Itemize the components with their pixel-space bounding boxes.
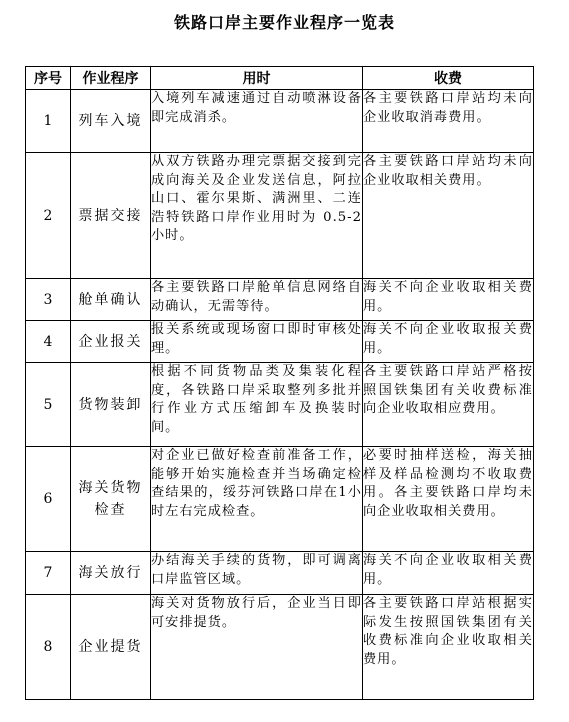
row-fee: 必要时抽样送检，海关抽样及样品检测均不收取费用。各主要铁路口岸均未向企业收取相关费用。: [363, 447, 534, 552]
table-row: [26, 552, 534, 595]
table-row: [26, 90, 534, 153]
row-number: 7: [26, 552, 71, 595]
row-number: 1: [26, 90, 71, 153]
header-fee: 收费: [363, 67, 534, 90]
row-step: 货物装卸: [71, 363, 151, 447]
row-time: 海关对货物放行后，企业当日即可安排提货。: [151, 595, 363, 700]
row-time: 对企业已做好检查前准备工作，能够开始实施检查并当场确定检查结果的，绥芬河铁路口岸在1小时左右完成检查。: [151, 447, 363, 552]
header-no: 序号: [26, 67, 71, 90]
header-row: [26, 67, 534, 90]
row-number: 3: [26, 279, 71, 321]
row-number: 2: [26, 153, 71, 279]
row-time: 入境列车减速通过自动喷淋设备即完成消杀。: [151, 90, 363, 153]
row-fee: 海关不向企业收取相关费用。: [363, 552, 534, 595]
row-number: 5: [26, 363, 71, 447]
row-step: 海关货物检查: [71, 447, 151, 552]
row-number: 4: [26, 321, 71, 363]
row-fee: 各主要铁路口岸站均未向企业收取相关费用。: [363, 153, 534, 279]
table-row: [26, 321, 534, 363]
row-step: 列车入境: [71, 90, 151, 153]
row-fee: 各主要铁路口岸站均未向企业收取消毒费用。: [363, 90, 534, 153]
row-step: 海关放行: [71, 552, 151, 595]
header-time: 用时: [151, 67, 363, 90]
table-row: [26, 363, 534, 447]
row-time: 各主要铁路口岸舱单信息网络自动确认，无需等待。: [151, 279, 363, 321]
header-step: 作业程序: [71, 67, 151, 90]
row-fee: 各主要铁路口岸站根据实际发生按照国铁集团有关收费标准向企业收取相关费用。: [363, 595, 534, 700]
row-step: 企业提货: [71, 595, 151, 700]
row-number: 8: [26, 595, 71, 700]
row-time: 报关系统或现场窗口即时审核处理。: [151, 321, 363, 363]
row-time: 根据不同货物品类及集装化程度，各铁路口岸采取整列多批并行作业方式压缩卸车及换装时间。: [151, 363, 363, 447]
row-fee: 海关不向企业收取相关费用。: [363, 279, 534, 321]
procedure-table: [25, 66, 534, 700]
table-row: [26, 447, 534, 552]
row-fee: 海关不向企业收取报关费用。: [363, 321, 534, 363]
row-step: 票据交接: [71, 153, 151, 279]
table-row: [26, 279, 534, 321]
page-title: 铁路口岸主要作业程序一览表: [173, 13, 395, 32]
row-step: 舱单确认: [71, 279, 151, 321]
row-fee: 各主要铁路口岸站严格按照国铁集团有关收费标准向企业收取相应费用。: [363, 363, 534, 447]
row-number: 6: [26, 447, 71, 552]
row-time: 从双方铁路办理完票据交接到完成向海关及企业发送信息，阿拉山口、霍尔果斯、满洲里、二连浩特铁路口岸作业用时为 0.5-2 小时。: [151, 153, 363, 279]
table-row: [26, 153, 534, 279]
table-row: [26, 595, 534, 700]
row-step: 企业报关: [71, 321, 151, 363]
row-time: 办结海关手续的货物，即可调离口岸监管区域。: [151, 552, 363, 595]
